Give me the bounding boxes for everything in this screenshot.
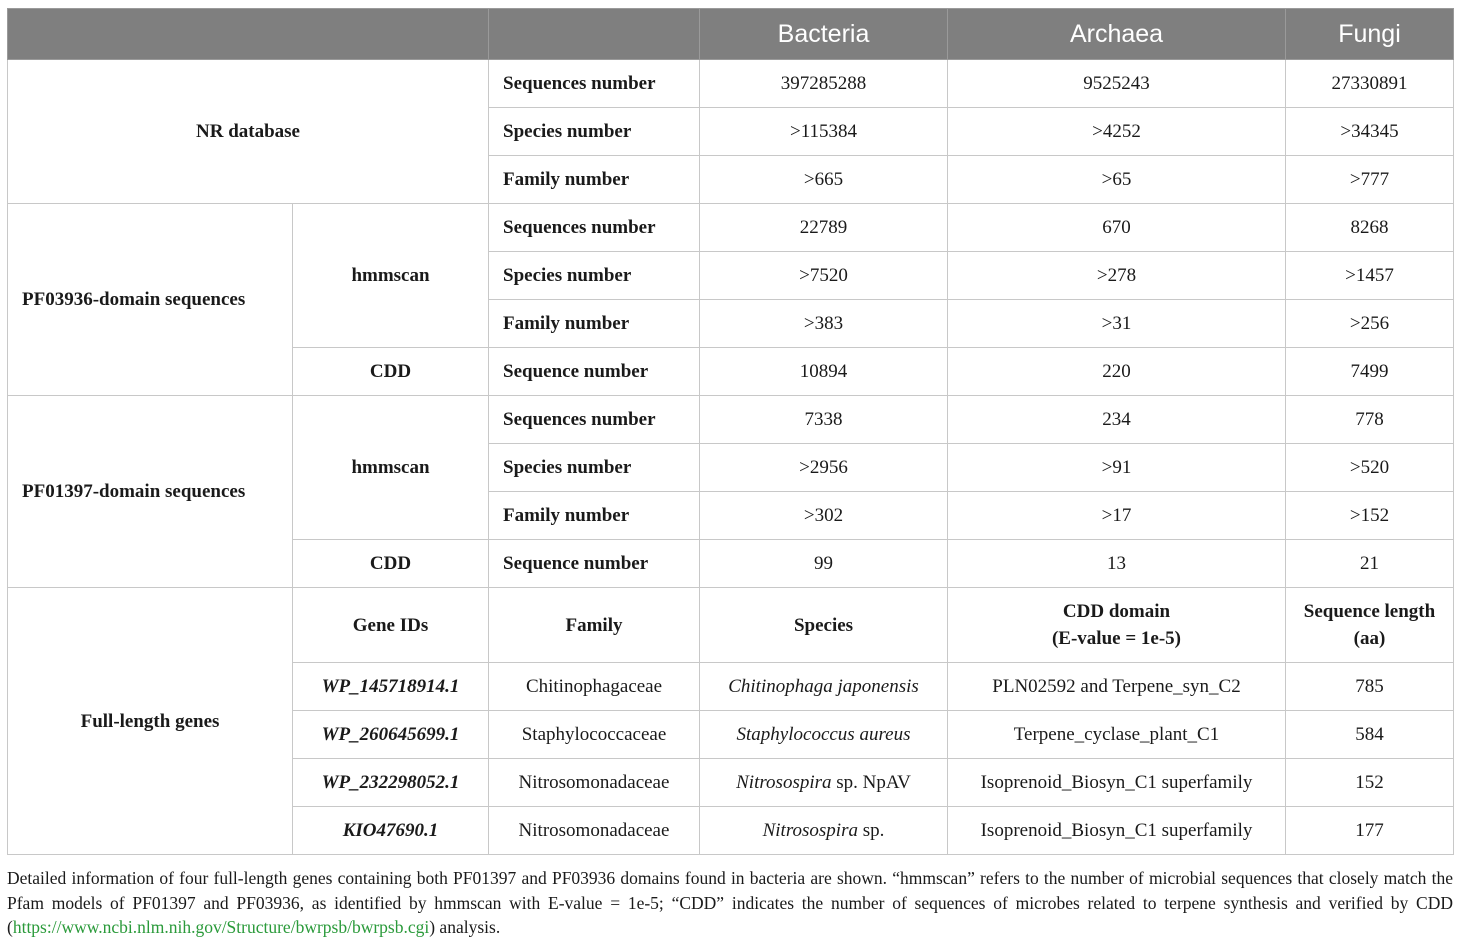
header-fungi: Fungi <box>1286 9 1454 60</box>
pf01397-hmmscan-label: hmmscan <box>293 396 489 540</box>
archaea-value: 13 <box>948 540 1286 588</box>
archaea-value: 670 <box>948 204 1286 252</box>
fungi-value: 778 <box>1286 396 1454 444</box>
metric-label: Family number <box>489 492 700 540</box>
bacteria-value: 99 <box>700 540 948 588</box>
archaea-value: >17 <box>948 492 1286 540</box>
table-caption <box>7 866 1453 940</box>
data-table <box>7 8 1454 855</box>
species-genus: Nitrosospira <box>762 819 858 841</box>
bacteria-value: 22789 <box>700 204 948 252</box>
archaea-value: >4252 <box>948 108 1286 156</box>
species <box>700 663 948 711</box>
cdd-link[interactable]: https://www.ncbi.nlm.nih.gov/Structure/bwrpsb/bwrpsb.cgi <box>12 917 430 937</box>
cdd-domain-header <box>948 588 1286 663</box>
species-genus: Staphylococcus aureus <box>736 723 911 745</box>
bacteria-value: 10894 <box>700 348 948 396</box>
bacteria-value: 397285288 <box>700 60 948 108</box>
metric-label: Sequence number <box>489 348 700 396</box>
archaea-value: 234 <box>948 396 1286 444</box>
fungi-value: >256 <box>1286 300 1454 348</box>
pf01397-cdd-label: CDD <box>293 540 489 588</box>
cdd-domain: Isoprenoid_Biosyn_C1 superfamily <box>948 759 1286 807</box>
caption-text-end: ) analysis. <box>429 917 501 937</box>
fungi-value: 8268 <box>1286 204 1454 252</box>
bacteria-value: >7520 <box>700 252 948 300</box>
fungi-value: >34345 <box>1286 108 1454 156</box>
species-genus: Nitrosospira <box>736 771 832 793</box>
species-header: Species <box>700 588 948 663</box>
family: Chitinophagaceae <box>489 663 700 711</box>
species-suffix: sp. <box>857 819 885 841</box>
species-genus: Chitinophaga japonensis <box>728 675 919 697</box>
caption-text: Detailed information of four full-length genes containing both PF01397 and PF03936 domains found in bacteria are shown. “hmmscan” refers to the number of microbial sequences that closely match the Pfam models of PF01397 and PF03936, as identified by hmmscan with E-value = 1e-5; “CDD” indicates the number of sequences of microbes related to terpene synthesis and verified by CDD ( <box>7 868 1453 937</box>
archaea-value: >278 <box>948 252 1286 300</box>
metric-label: Species number <box>489 444 700 492</box>
family-header: Family <box>489 588 700 663</box>
nr-database-label: NR database <box>8 60 489 204</box>
sequence-length: 584 <box>1286 711 1454 759</box>
table-row <box>8 588 1454 663</box>
bacteria-value: >2956 <box>700 444 948 492</box>
species <box>700 807 948 855</box>
seq-length-header-line1: Sequence length <box>1303 601 1436 622</box>
metric-label: Sequences number <box>489 204 700 252</box>
sequence-length: 152 <box>1286 759 1454 807</box>
metric-label: Sequences number <box>489 60 700 108</box>
seq-length-header-line2: (aa) <box>1353 628 1386 649</box>
fungi-value: 27330891 <box>1286 60 1454 108</box>
header-archaea: Archaea <box>948 9 1286 60</box>
gene-id: WP_260645699.1 <box>293 711 489 759</box>
header-cell-empty-2 <box>489 9 700 60</box>
metric-label: Family number <box>489 300 700 348</box>
metric-label: Sequences number <box>489 396 700 444</box>
cdd-domain-header-line1: CDD domain <box>1062 601 1171 622</box>
archaea-value: 220 <box>948 348 1286 396</box>
metric-label: Species number <box>489 252 700 300</box>
pf01397-label: PF01397-domain sequences <box>8 396 293 588</box>
bacteria-value: >383 <box>700 300 948 348</box>
sequence-length: 177 <box>1286 807 1454 855</box>
species <box>700 759 948 807</box>
fungi-value: >1457 <box>1286 252 1454 300</box>
table-row <box>8 396 1454 444</box>
seq-length-header <box>1286 588 1454 663</box>
family: Nitrosomonadaceae <box>489 807 700 855</box>
archaea-value: >91 <box>948 444 1286 492</box>
pf03936-hmmscan-label: hmmscan <box>293 204 489 348</box>
sequence-length: 785 <box>1286 663 1454 711</box>
header-bacteria: Bacteria <box>700 9 948 60</box>
gene-id: WP_145718914.1 <box>293 663 489 711</box>
metric-label: Sequence number <box>489 540 700 588</box>
table-row <box>8 204 1454 252</box>
fungi-value: >152 <box>1286 492 1454 540</box>
pf03936-cdd-label: CDD <box>293 348 489 396</box>
fungi-value: 7499 <box>1286 348 1454 396</box>
fungi-value: >777 <box>1286 156 1454 204</box>
metric-label: Family number <box>489 156 700 204</box>
pf03936-label: PF03936-domain sequences <box>8 204 293 396</box>
bacteria-value: >665 <box>700 156 948 204</box>
family: Nitrosomonadaceae <box>489 759 700 807</box>
fungi-value: >520 <box>1286 444 1454 492</box>
species <box>700 711 948 759</box>
archaea-value: >31 <box>948 300 1286 348</box>
cdd-domain-header-line2: (E-value = 1e-5) <box>1051 628 1182 649</box>
fungi-value: 21 <box>1286 540 1454 588</box>
archaea-value: 9525243 <box>948 60 1286 108</box>
bacteria-value: >115384 <box>700 108 948 156</box>
gene-ids-header: Gene IDs <box>293 588 489 663</box>
header-cell-empty-1 <box>8 9 489 60</box>
cdd-domain: Isoprenoid_Biosyn_C1 superfamily <box>948 807 1286 855</box>
species-suffix: sp. NpAV <box>831 771 911 793</box>
gene-id: KIO47690.1 <box>293 807 489 855</box>
archaea-value: >65 <box>948 156 1286 204</box>
header-row <box>8 9 1454 60</box>
cdd-domain: PLN02592 and Terpene_syn_C2 <box>948 663 1286 711</box>
metric-label: Species number <box>489 108 700 156</box>
table-row <box>8 60 1454 108</box>
gene-id: WP_232298052.1 <box>293 759 489 807</box>
cdd-domain: Terpene_cyclase_plant_C1 <box>948 711 1286 759</box>
bacteria-value: 7338 <box>700 396 948 444</box>
family: Staphylococcaceae <box>489 711 700 759</box>
bacteria-value: >302 <box>700 492 948 540</box>
full-length-label: Full-length genes <box>8 588 293 855</box>
